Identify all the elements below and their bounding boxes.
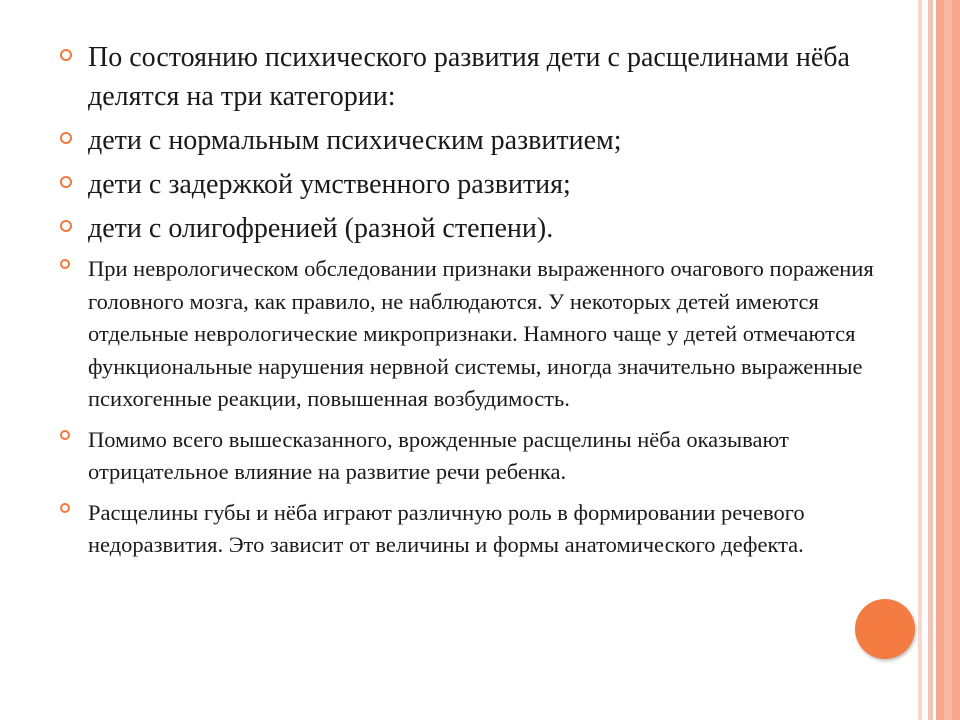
slide-content <box>60 38 900 570</box>
decor-stripe-inner <box>944 0 952 720</box>
bullet-text: При неврологическом обследовании признаки выраженного очагового поражения головного мозга, как правило, не наблюдаются. У некоторых детей имеются отдельные неврологические микропризнаки. Намного чаще у детей отмечаются функциональные нарушения нервной системы, иногда значительно выраженные психогенные реакции, повышенная возбудимость. <box>88 256 874 411</box>
bullet-text: дети с нормальным психическим развитием; <box>88 125 622 156</box>
bullet-item-category-normal <box>60 121 900 160</box>
bullet-ring-icon <box>60 259 70 269</box>
bullet-text: Помимо всего вышесказанного, врожденные расщелины нёба оказывают отрицательное влияние на развитие речи ребенка. <box>88 426 789 484</box>
bullet-ring-icon <box>60 220 72 232</box>
bullet-ring-icon <box>60 176 72 188</box>
bullet-ring-icon <box>60 503 70 513</box>
bullet-ring-icon <box>60 430 70 440</box>
bullet-item-category-oligophrenia <box>60 209 900 248</box>
bullet-text: Расщелины губы и нёба играют различную роль в формировании речевого недоразвития. Это зависит от величины и формы анатомического дефекта. <box>88 499 805 557</box>
bullet-item-neurology <box>60 253 900 416</box>
bullet-ring-icon <box>60 49 72 61</box>
bullet-item-defect-role <box>60 497 900 562</box>
bullet-item-intro <box>60 38 900 116</box>
decor-circle <box>855 599 915 659</box>
bullet-text: дети с олигофренией (разной степени). <box>88 213 554 244</box>
bullet-ring-icon <box>60 132 72 144</box>
bullet-item-speech-impact <box>60 424 900 489</box>
bullet-text: дети с задержкой умственного развития; <box>88 169 571 200</box>
bullet-item-category-delay <box>60 165 900 204</box>
bullet-text: По состоянию психического развития дети с расщелинами нёба делятся на три категории: <box>88 42 850 112</box>
